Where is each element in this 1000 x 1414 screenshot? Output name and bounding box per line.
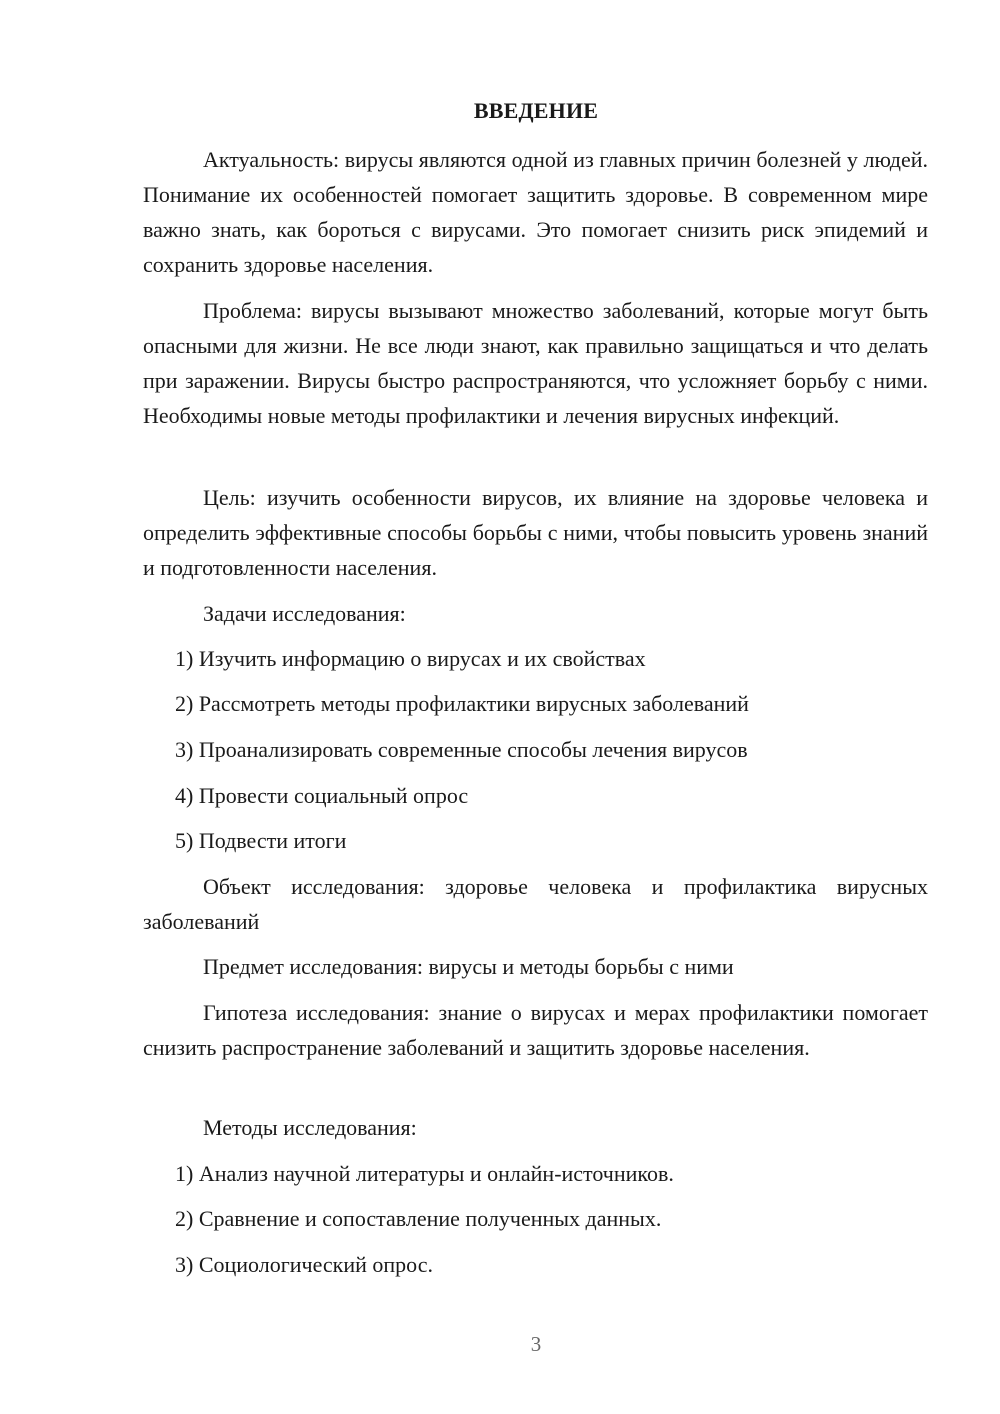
paragraph-object: Объект исследования: здоровье человека и профилактика вирусных заболеваний [143, 874, 928, 934]
section-title: ВВЕДЕНИЕ [473, 98, 599, 123]
task-item-1: 1) Изучить информацию о вирусах и их свойствах [175, 646, 646, 671]
tasks-heading: Задачи исследования: [203, 601, 406, 626]
task-item-3: 3) Проанализировать современные способы лечения вирусов [175, 737, 748, 762]
method-item-2: 2) Сравнение и сопоставление полученных данных. [175, 1206, 662, 1231]
page-number: 3 [530, 1332, 542, 1356]
paragraph-hypothesis: Гипотеза исследования: знание о вирусах и мерах профилактики помогает снизить распространение заболеваний и защитить здоровье населения. [143, 1000, 928, 1060]
paragraph-problem: Проблема: вирусы вызывают множество заболеваний, которые могут быть опасными для жизни. Не все люди знают, как правильно защищаться и что делать при заражении. Вирусы быстро распространяются, что усложняет борьбу с ними. Необходимы новые методы профилактики и лечения вирусных инфекций. [143, 298, 928, 428]
task-item-2: 2) Рассмотреть методы профилактики вирусных заболеваний [175, 691, 749, 716]
paragraph-subject: Предмет исследования: вирусы и методы борьбы с ними [203, 954, 734, 979]
task-item-4: 4) Провести социальный опрос [175, 783, 469, 808]
paragraph-goal: Цель: изучить особенности вирусов, их влияние на здоровье человека и определить эффективные способы борьбы с ними, чтобы повысить уровень знаний и подготовленности населения. [143, 485, 928, 580]
paragraph-relevance: Актуальность: вирусы являются одной из главных причин болезней у людей. Понимание их особенностей помогает защитить здоровье. В современном мире важно знать, как бороться с вирусами. Это помогает снизить риск эпидемий и сохранить здоровье населения. [143, 147, 928, 277]
methods-heading: Методы исследования: [203, 1115, 417, 1140]
method-item-3: 3) Социологический опрос. [175, 1252, 433, 1277]
method-item-1: 1) Анализ научной литературы и онлайн-источников. [175, 1161, 674, 1186]
task-item-5: 5) Подвести итоги [175, 828, 347, 853]
